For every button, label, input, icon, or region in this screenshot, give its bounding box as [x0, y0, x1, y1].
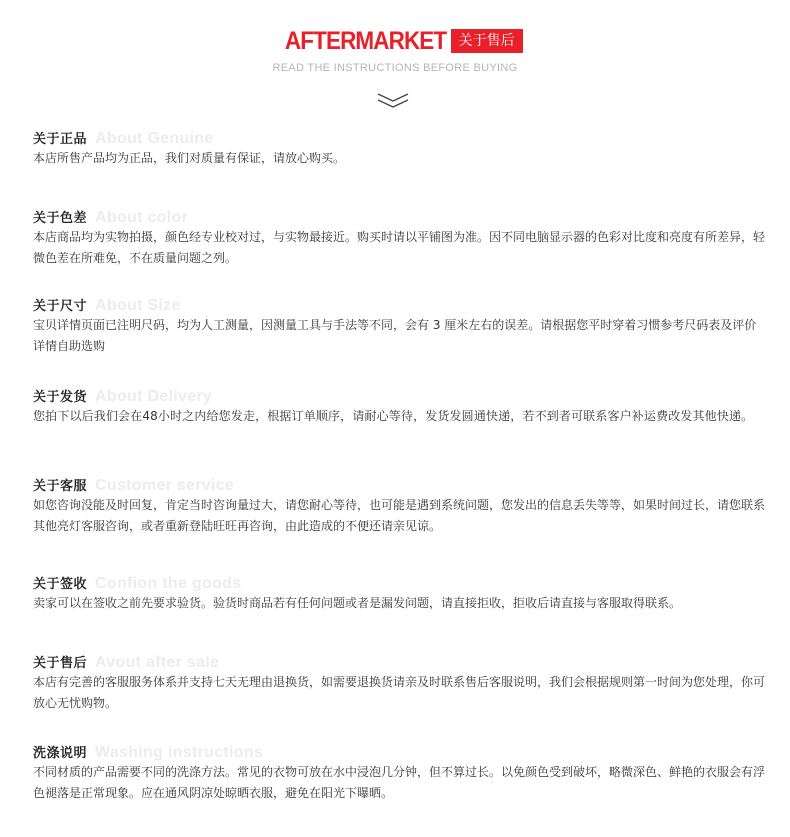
section-subtitle: About Genuine: [95, 130, 214, 147]
section-washing: [33, 742, 768, 804]
section-after-sale: [33, 652, 768, 714]
section-heading: [33, 128, 768, 146]
section-title: 关于签收: [33, 577, 88, 592]
section-title: 关于尺寸: [33, 299, 88, 314]
section-subtitle: About Size: [95, 297, 181, 314]
section-heading: [33, 652, 768, 670]
section-subtitle: About Delivery: [95, 388, 213, 405]
section-color: [33, 207, 768, 269]
section-title: 关于客服: [33, 479, 88, 494]
section-subtitle: Customer service: [95, 477, 235, 494]
brand-row: [0, 28, 790, 54]
section-heading: [33, 475, 768, 493]
tagline: READ THE INSTRUCTIONS BEFORE BUYING: [272, 62, 518, 74]
section-title: 洗涤说明: [33, 746, 88, 761]
page-header: [0, 0, 790, 120]
section-text: 您拍下以后我们会在48小时之内给您发走，根据订单顺序，请耐心等待，发货发圆通快递，若不到者可联系客户补运费改发其他快递。: [33, 409, 754, 423]
section-subtitle: Avout after sale: [95, 654, 220, 671]
section-delivery: [33, 386, 768, 427]
section-heading: [33, 386, 768, 404]
section-title: 关于发货: [33, 390, 88, 405]
section-subtitle: Washing instructions: [95, 744, 264, 761]
section-heading: [33, 295, 768, 313]
brand-badge: 关于售后: [451, 29, 523, 53]
section-text: 卖家可以在签收之前先要求验货。验货时商品若有任何问题或者是漏发问题，请直接拒收，拒收后请直接与客服取得联系。: [33, 596, 682, 610]
section-text: 本店有完善的客服服务体系并支持七天无理由退换货，如需要退换货请亲及时联系售后客服说明，我们会根据规则第一时间为您处理，你可放心无忧购物。: [33, 675, 766, 710]
double-chevron-down-icon: [376, 92, 410, 110]
section-text: 本店所售产品均为正品，我们对质量有保证，请放心购买。: [33, 151, 346, 165]
section-sign-for: [33, 573, 768, 614]
section-heading: [33, 742, 768, 760]
section-subtitle: About color: [95, 209, 189, 226]
section-size: [33, 295, 768, 357]
section-title: 关于正品: [33, 132, 88, 147]
section-heading: [33, 573, 768, 591]
brand-title: AFTERMARKET: [285, 27, 447, 55]
section-title: 关于色差: [33, 211, 88, 226]
section-text: 本店商品均为实物拍摄，颜色经专业校对过，与实物最接近。购买时请以平铺图为准。因不同电脑显示器的色彩对比度和亮度有所差异，轻微色差在所难免，不在质量问题之列。: [33, 230, 766, 265]
section-subtitle: Confion the goods: [95, 575, 242, 592]
section-heading: [33, 207, 768, 225]
section-title: 关于售后: [33, 656, 88, 671]
section-customer-service: [33, 475, 768, 537]
section-text: 宝贝详情页面已注明尺码，均为人工测量，因测量工具与手法等不同，会有 3 厘米左右的误差。请根据您平时穿着习惯参考尺码表及评价详情自助选购: [33, 318, 757, 353]
section-text: 不同材质的产品需要不同的洗涤方法。常见的衣物可放在水中浸泡几分钟，但不算过长。以免颜色受到破坏，略微深色、鲜艳的衣服会有浮色褪落是正常现象。应在通风阴凉处晾晒衣服，避免在阳光下曝晒。: [33, 765, 766, 800]
section-genuine: [33, 128, 768, 169]
section-text: 如您咨询没能及时回复，肯定当时咨询量过大，请您耐心等待，也可能是遇到系统问题，您发出的信息丢失等等，如果时间过长，请您联系其他亮灯客服咨询，或者重新登陆旺旺再咨询，由此造成的不便还请亲见谅。: [33, 498, 766, 533]
